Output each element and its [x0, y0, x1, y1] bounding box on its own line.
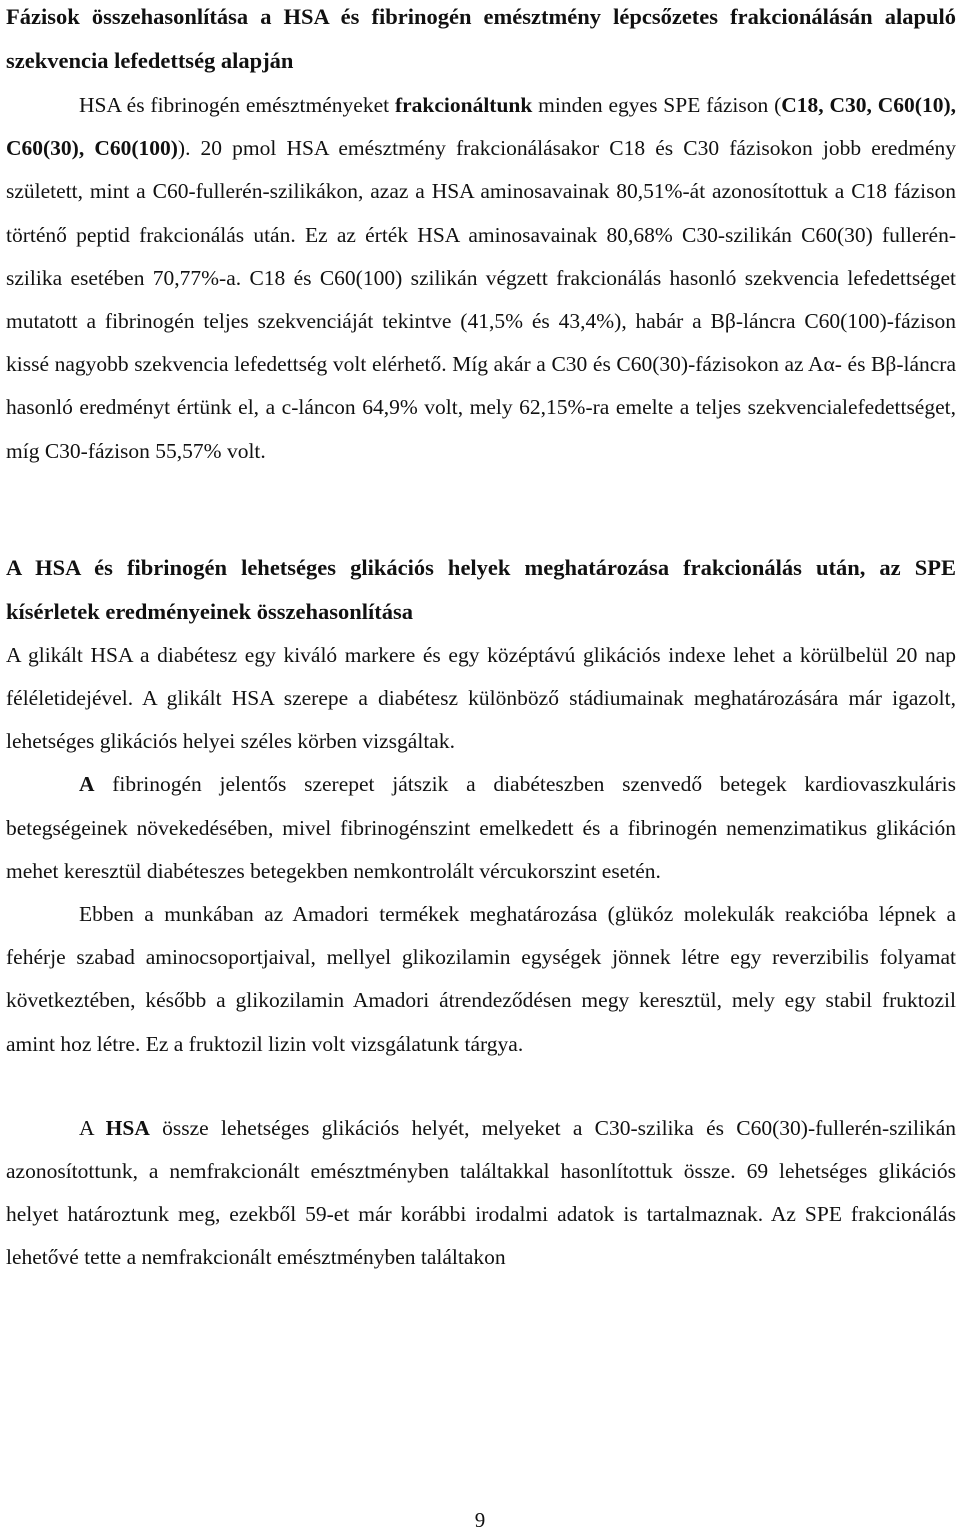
- paragraph-amadori: Ebben a munkában az Amadori termékek meghatározása (glükóz molekulák reakcióba lépnek a fehérje szabad aminocsoportjaival, mellyel glikozilamin egységek jönnek létre egy reverzibilis folyamat következtében, később a glikozilamin Amadori átrendeződésen megy keresztül, mely egy stabil fruktozil amint hoz létre. Ez a fruktozil lizin volt vizsgálatunk tárgya.: [6, 902, 956, 1056]
- text-run: minden egyes SPE fázison (: [532, 93, 782, 117]
- bold-run: frakcionáltunk: [394, 93, 533, 117]
- text-run: A: [79, 1115, 106, 1140]
- bold-run: HSA: [105, 1115, 150, 1140]
- bold-run: C18, C30, C60(10), C60(30), C60(100): [6, 93, 956, 161]
- paragraph-hsa-sites: [6, 1107, 956, 1280]
- text-run: fibrinogén jelentős szerepet játszik a diabéteszben szenvedő betegek kardiovaszkuláris betegségeinek növekedésében, mivel fibrinogénszint emelkedett és a fibrinogén nemenzimatikus glikáción mehet keresztül diabéteszes betegekben nemkontrolált vércukorszint esetén.: [6, 772, 956, 883]
- paragraph-fibrinogen: [6, 763, 956, 893]
- section-heading-phases: Fázisok összehasonlítása a HSA és fibrinogén emésztmény lépcsőzetes frakcionálásán alapuló szekvencia lefedettség alapján: [6, 4, 956, 73]
- page-number: 9: [474, 1508, 486, 1532]
- paragraph-phase-comparison: [6, 84, 956, 473]
- text-run: HSA és fibrinogén emésztményeket: [79, 93, 395, 117]
- section-heading-glycation: A HSA és fibrinogén lehetséges glikációs helyek meghatározása frakcionálás után, az SPE kísérletek eredményeinek összehasonlítása: [6, 554, 956, 624]
- text-run: ). 20 pmol HSA emésztmény frakcionálásakor C18 és C30 fázisokon jobb eredmény született, mint a C60-fullerén-szilikákon, azaz a HSA aminosavainak 80,51%-át azonosítottuk a C18 fázison történő peptid frakcionálás után. Ez az érték HSA aminosavainak 80,68% C30-szilikán C60(30) fullerén-szilika esetében 70,77%-a. C18 és C60(100) szilikán végzett frakcionálás hasonló szekvencia lefedettséget mutatott a fibrinogén teljes szekvenciáját tekintve (41,5% és 43,4%), habár a Bβ-láncra C60(100)-fázison kissé nagyobb szekvencia lefedettség volt elérhető. Míg akár a C30 és C60(30)-fázisokon az Aα- és Bβ-láncra hasonló eredményt értünk el, a c-láncon 64,9% volt, mely 62,15%-ra emelte a teljes szekvencialefedettséget, míg C30-fázison 55,57% volt.: [6, 136, 956, 463]
- text-run: össze lehetséges glikációs helyét, melyeket a C30-szilika és C60(30)-fullerén-szilikán azonosítottunk, a nemfrakcionált emésztményben találtakkal hasonlítottuk össze. 69 lehetséges glikációs helyet határoztunk meg, ezekből 59-et már korábbi irodalmi adatok is tartalmaznak. Az SPE frakcionálás lehetővé tette a nemfrakcionált emésztményben találtakon: [6, 1115, 957, 1270]
- bold-run: A: [79, 772, 95, 797]
- document-page: [6, 0, 956, 1280]
- paragraph-glycated-hsa: A glikált HSA a diabétesz egy kiváló markere és egy középtávú glikációs indexe lehet a körülbelül 20 nap féléletidejével. A glikált HSA szerepe a diabétesz különböző stádiumainak meghatározására már igazolt, lehetséges glikációs helyei széles körben vizsgáltak.: [6, 642, 956, 754]
